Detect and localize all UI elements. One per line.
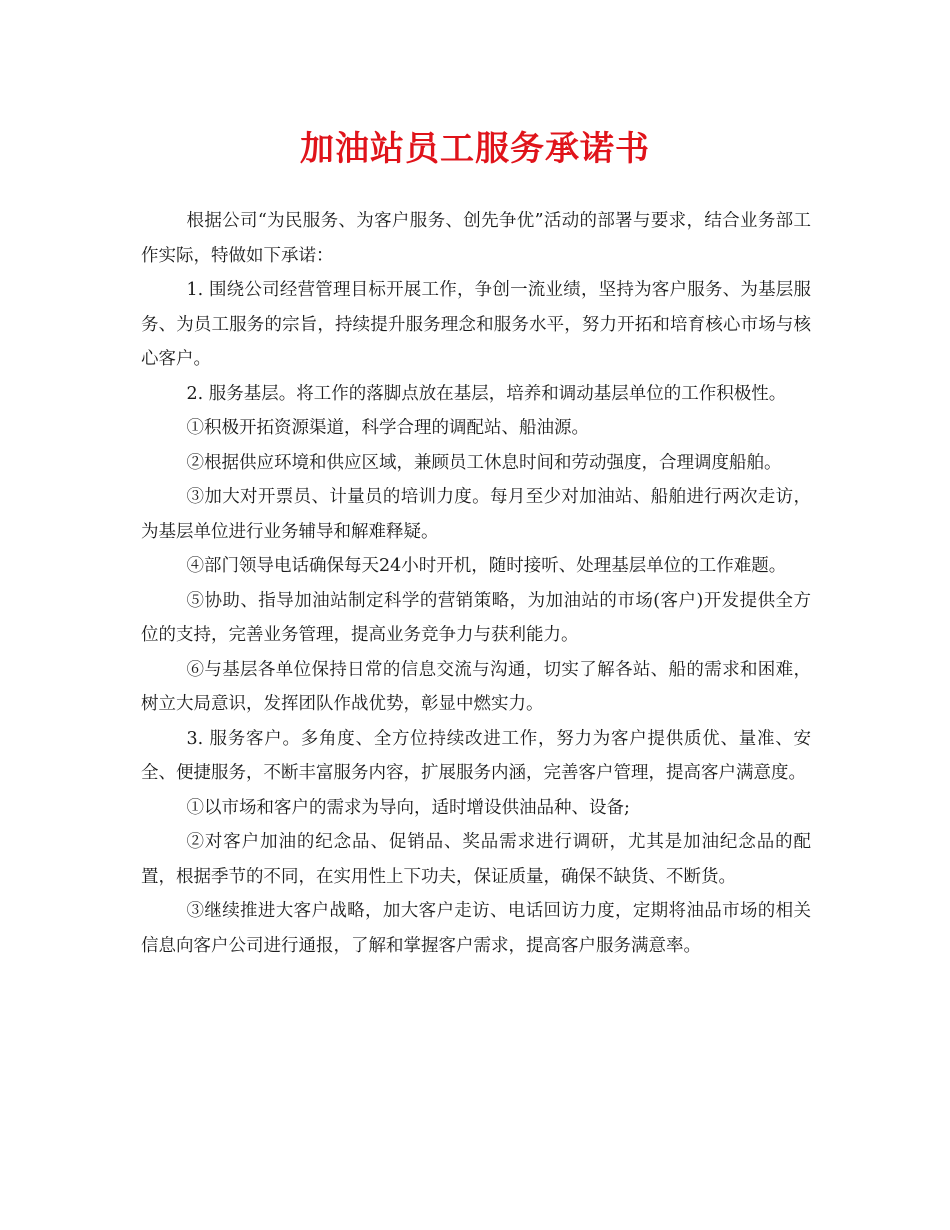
document-body — [141, 204, 811, 963]
sub-item-3-2: ②对客户加油的纪念品、促销品、奖品需求进行调研，尤其是加油纪念品的配置，根据季节的不同，在实用性上下功夫，保证质量，确保不缺货、不断货。 — [141, 832, 811, 887]
sub-item-2-3: ③加大对开票员、计量员的培训力度。每月至少对加油站、船舶进行两次走访，为基层单位进行业务辅导和解难释疑。 — [141, 487, 811, 542]
sub-item-2-1: ①积极开拓资源渠道，科学合理的调配站、船油源。 — [186, 418, 589, 438]
sub-item-2-2: ②根据供应环境和供应区域，兼顾员工休息时间和劳动强度，合理调度船舶。 — [186, 452, 782, 473]
sub-item-2-4: ④部门领导电话确保每天24小时开机，随时接听、处理基层单位的工作难题。 — [186, 556, 787, 576]
commitment-item-3: 3. 服务客户。多角度、全方位持续改进工作，努力为客户提供质优、量准、安全、便捷服务，不断丰富服务内容，扩展服务内涵，完善客户管理，提高客户满意度。 — [141, 728, 811, 783]
sub-item-2-6: ⑥与基层各单位保持日常的信息交流与沟通，切实了解各站、船的需求和困难，树立大局意识，发挥团队作战优势，彰显中燃实力。 — [141, 659, 811, 714]
sub-item-3-1: ①以市场和客户的需求为导向，适时增设供油品种、设备; — [186, 797, 630, 818]
sub-item-2-5: ⑤协助、指导加油站制定科学的营销策略，为加油站的市场(客户)开发提供全方位的支持，完善业务管理，提高业务竞争力与获利能力。 — [141, 590, 811, 645]
intro-paragraph: 根据公司“为民服务、为客户服务、创先争优”活动的部署与要求，结合业务部工作实际，特做如下承诺： — [141, 211, 811, 266]
commitment-item-2: 2. 服务基层。将工作的落脚点放在基层，培养和调动基层单位的工作积极性。 — [186, 383, 787, 404]
document-title: 加油站员工服务承诺书 — [300, 129, 650, 169]
sub-item-3-3: ③继续推进大客户战略，加大客户走访、电话回访力度，定期将油品市场的相关信息向客户公司进行通报，了解和掌握客户需求，提高客户服务满意率。 — [141, 901, 811, 956]
commitment-item-1: 1. 围绕公司经营管理目标开展工作，争创一流业绩，坚持为客户服务、为基层服务、为员工服务的宗旨，持续提升服务理念和服务水平，努力开拓和培育核心市场与核心客户。 — [141, 280, 811, 369]
